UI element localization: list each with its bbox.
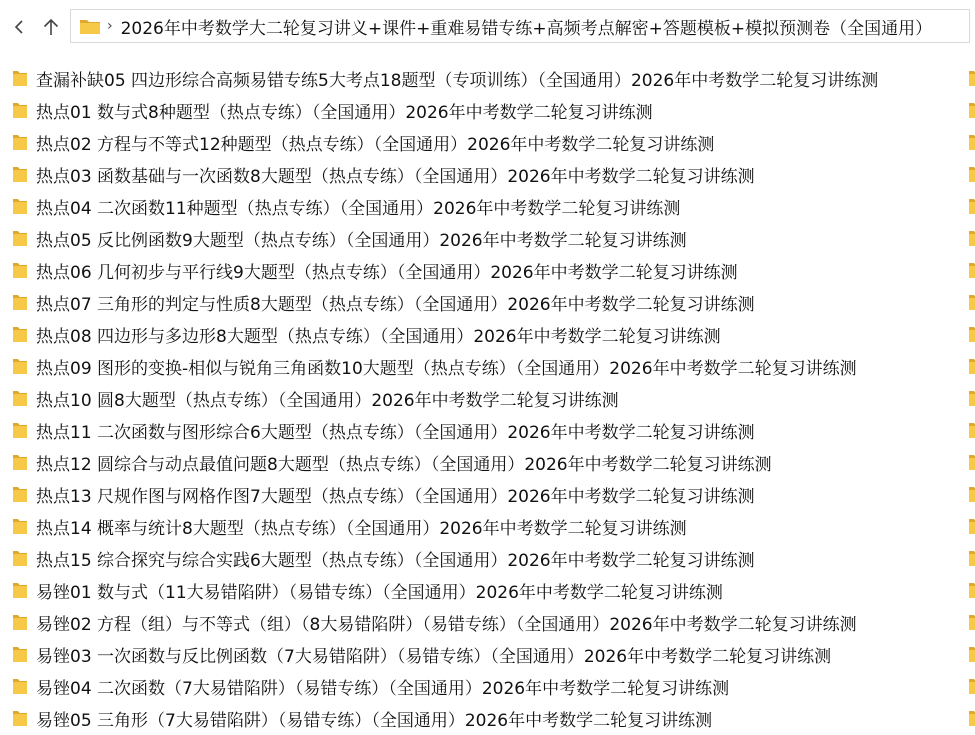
folder-item[interactable] bbox=[0, 62, 975, 94]
folder-item-label: 易锉01 数与式（11大易错陷阱）（易错专练）（全国通用）2026年中考数学二轮复习讲练测 bbox=[36, 582, 723, 603]
folder-icon bbox=[13, 710, 27, 727]
folder-item[interactable] bbox=[0, 638, 975, 670]
folder-item-label: 热点02 方程与不等式12种题型（热点专练）（全国通用）2026年中考数学二轮复习讲练测 bbox=[36, 134, 715, 155]
folder-item[interactable] bbox=[0, 382, 975, 414]
folder-item[interactable] bbox=[0, 350, 975, 382]
folder-icon bbox=[969, 70, 975, 87]
folder-item-label: 热点05 反比例函数9大题型（热点专练）（全国通用）2026年中考数学二轮复习讲练测 bbox=[36, 230, 687, 251]
folder-icon bbox=[969, 134, 975, 151]
folder-item-label: 查漏补缺05 四边形综合高频易错专练5大考点18题型（专项训练）（全国通用）2026年中考数学二轮复习讲练测 bbox=[36, 70, 879, 91]
folder-icon bbox=[969, 678, 975, 695]
folder-icon bbox=[969, 710, 975, 727]
folder-icon bbox=[969, 422, 975, 439]
folder-icon bbox=[13, 390, 27, 407]
folder-item[interactable] bbox=[0, 158, 975, 190]
folder-icon bbox=[79, 17, 101, 35]
folder-item[interactable] bbox=[0, 574, 975, 606]
folder-item-label: 热点01 数与式8种题型（热点专练）（全国通用）2026年中考数学二轮复习讲练测 bbox=[36, 102, 653, 123]
folder-item[interactable] bbox=[0, 670, 975, 702]
folder-icon bbox=[969, 614, 975, 631]
folder-item-label: 热点14 概率与统计8大题型（热点专练）（全国通用）2026年中考数学二轮复习讲练测 bbox=[36, 518, 687, 539]
folder-item[interactable] bbox=[0, 606, 975, 638]
folder-item-label: 热点10 圆8大题型（热点专练）（全国通用）2026年中考数学二轮复习讲练测 bbox=[36, 390, 619, 411]
arrow-up-icon bbox=[41, 17, 61, 37]
folder-icon bbox=[13, 70, 27, 87]
folder-icon bbox=[13, 230, 27, 247]
folder-item-label: 热点04 二次函数11种题型（热点专练）（全国通用）2026年中考数学二轮复习讲练测 bbox=[36, 198, 681, 219]
folder-icon bbox=[13, 166, 27, 183]
folder-icon bbox=[13, 550, 27, 567]
folder-icon bbox=[969, 454, 975, 471]
folder-icon bbox=[969, 390, 975, 407]
folder-icon bbox=[969, 486, 975, 503]
folder-icon bbox=[13, 518, 27, 535]
folder-item-label: 热点15 综合探究与综合实践6大题型（热点专练）（全国通用）2026年中考数学二轮复习讲练测 bbox=[36, 550, 755, 571]
folder-item-label: 热点07 三角形的判定与性质8大题型（热点专练）（全国通用）2026年中考数学二轮复习讲练测 bbox=[36, 294, 755, 315]
folder-icon bbox=[969, 198, 975, 215]
back-button[interactable] bbox=[4, 10, 34, 44]
folder-item[interactable] bbox=[0, 254, 975, 286]
folder-icon bbox=[969, 294, 975, 311]
folder-icon bbox=[13, 326, 27, 343]
folder-item[interactable] bbox=[0, 126, 975, 158]
folder-item[interactable] bbox=[0, 318, 975, 350]
folder-item-label: 热点06 几何初步与平行线9大题型（热点专练）（全国通用）2026年中考数学二轮复习讲练测 bbox=[36, 262, 738, 283]
folder-icon bbox=[969, 358, 975, 375]
folder-icon bbox=[13, 262, 27, 279]
folder-icon bbox=[13, 102, 27, 119]
folder-icon bbox=[13, 486, 27, 503]
folder-icon bbox=[969, 582, 975, 599]
folder-item-label: 热点03 函数基础与一次函数8大题型（热点专练）（全国通用）2026年中考数学二轮复习讲练测 bbox=[36, 166, 755, 187]
folder-item[interactable] bbox=[0, 478, 975, 510]
up-button[interactable] bbox=[36, 10, 66, 44]
folder-item[interactable] bbox=[0, 222, 975, 254]
folder-item[interactable] bbox=[0, 414, 975, 446]
folder-icon bbox=[13, 678, 27, 695]
folder-icon bbox=[13, 198, 27, 215]
file-list bbox=[0, 62, 975, 734]
explorer-toolbar bbox=[0, 0, 975, 54]
folder-icon bbox=[13, 358, 27, 375]
folder-icon bbox=[969, 230, 975, 247]
folder-item-label: 易锉05 三角形（7大易错陷阱）（易错专练）（全国通用）2026年中考数学二轮复习讲练测 bbox=[36, 710, 713, 731]
folder-item[interactable] bbox=[0, 542, 975, 574]
folder-icon bbox=[13, 454, 27, 471]
folder-item[interactable] bbox=[0, 190, 975, 222]
folder-icon bbox=[13, 646, 27, 663]
folder-item[interactable] bbox=[0, 510, 975, 542]
arrow-left-icon bbox=[10, 18, 28, 36]
address-bar[interactable] bbox=[70, 9, 970, 43]
folder-item-label: 热点11 二次函数与图形综合6大题型（热点专练）（全国通用）2026年中考数学二轮复习讲练测 bbox=[36, 422, 755, 443]
folder-icon bbox=[969, 326, 975, 343]
folder-item-label: 热点08 四边形与多边形8大题型（热点专练）（全国通用）2026年中考数学二轮复习讲练测 bbox=[36, 326, 721, 347]
folder-icon bbox=[13, 582, 27, 599]
folder-icon bbox=[13, 294, 27, 311]
folder-item[interactable] bbox=[0, 702, 975, 734]
address-path: 2026年中考数学大二轮复习讲义+课件+重难易错专练+高频考点解密+答题模板+模拟预测卷（全国通用） bbox=[120, 18, 933, 39]
folder-item-label: 易锉04 二次函数（7大易错陷阱）（易错专练）（全国通用）2026年中考数学二轮复习讲练测 bbox=[36, 678, 730, 699]
folder-icon bbox=[969, 646, 975, 663]
folder-icon bbox=[13, 422, 27, 439]
folder-item[interactable] bbox=[0, 286, 975, 318]
folder-icon bbox=[969, 518, 975, 535]
folder-icon bbox=[969, 550, 975, 567]
folder-icon bbox=[969, 166, 975, 183]
folder-item[interactable] bbox=[0, 446, 975, 478]
folder-item-label: 热点09 图形的变换-相似与锐角三角函数10大题型（热点专练）（全国通用）2026年中考数学二轮复习讲练测 bbox=[36, 358, 857, 379]
folder-icon bbox=[13, 134, 27, 151]
folder-item[interactable] bbox=[0, 94, 975, 126]
folder-item-label: 热点12 圆综合与动点最值问题8大题型（热点专练）（全国通用）2026年中考数学二轮复习讲练测 bbox=[36, 454, 772, 475]
folder-item-label: 热点13 尺规作图与网格作图7大题型（热点专练）（全国通用）2026年中考数学二轮复习讲练测 bbox=[36, 486, 755, 507]
folder-icon bbox=[13, 614, 27, 631]
folder-item-label: 易锉02 方程（组）与不等式（组）（8大易错陷阱）（易错专练）（全国通用）2026年中考数学二轮复习讲练测 bbox=[36, 614, 857, 635]
folder-icon bbox=[969, 262, 975, 279]
folder-item-label: 易锉03 一次函数与反比例函数（7大易错陷阱）（易错专练）（全国通用）2026年中考数学二轮复习讲练测 bbox=[36, 646, 832, 667]
path-separator: › bbox=[107, 18, 113, 34]
folder-icon bbox=[969, 102, 975, 119]
